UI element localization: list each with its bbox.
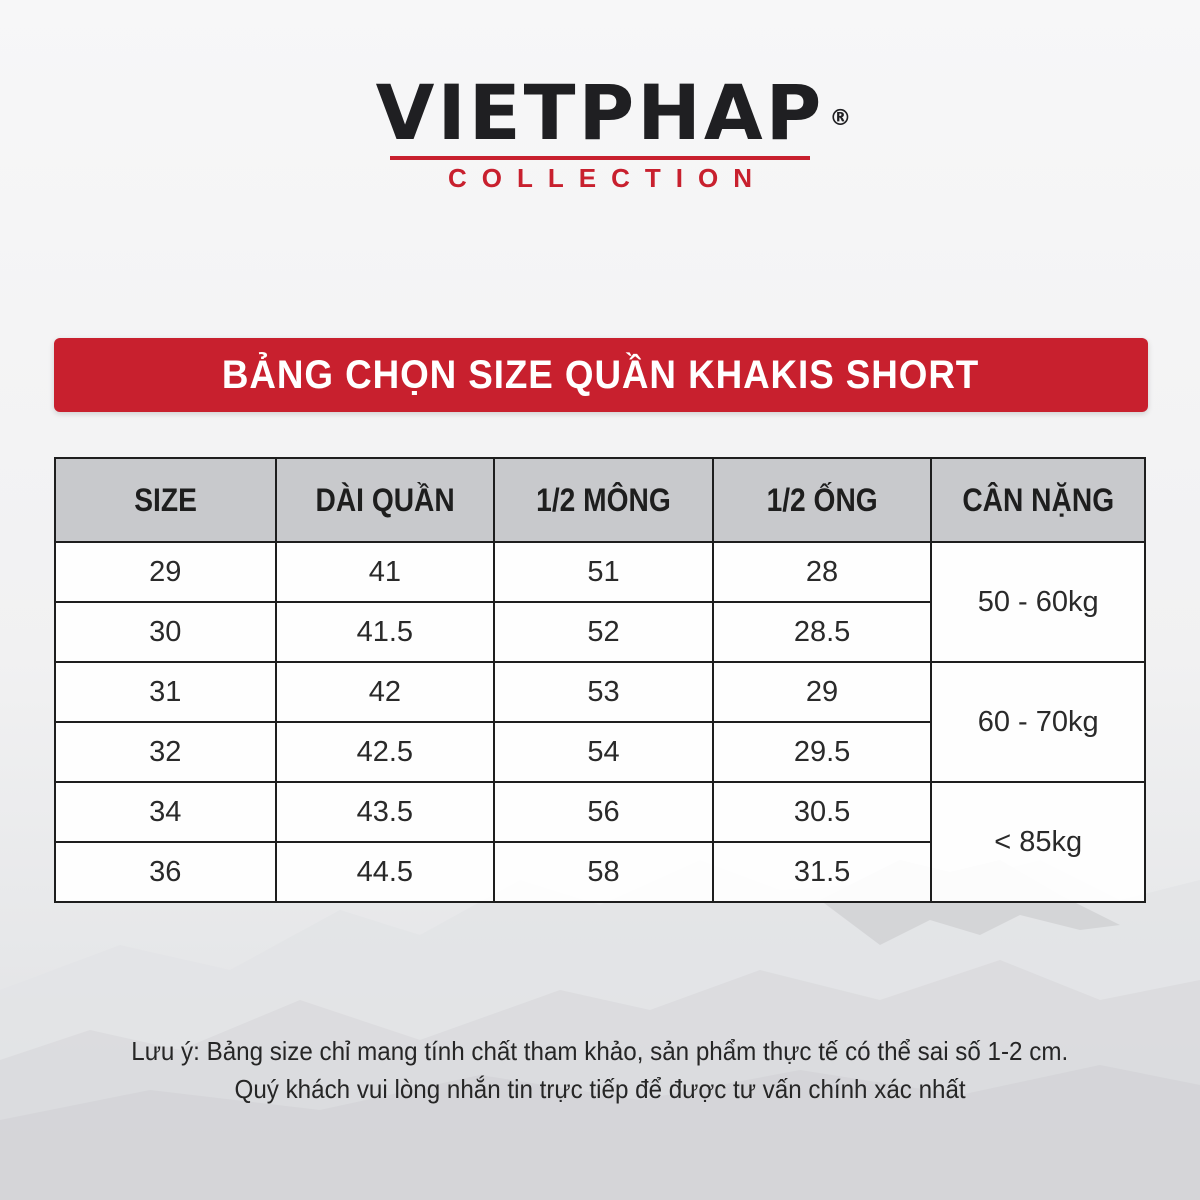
cell-hip: 56 bbox=[494, 782, 713, 842]
cell-leg-opening: 28.5 bbox=[713, 602, 932, 662]
cell-length: 42 bbox=[276, 662, 495, 722]
logo-brand-text: VIETPHAP bbox=[375, 68, 825, 157]
size-table bbox=[54, 457, 1146, 903]
cell-length: 41 bbox=[276, 542, 495, 602]
cell-length: 43.5 bbox=[276, 782, 495, 842]
cell-size: 36 bbox=[55, 842, 276, 902]
note-line-2: Quý khách vui lòng nhắn tin trực tiếp để được tư vấn chính xác nhất bbox=[234, 1074, 966, 1104]
table-row bbox=[55, 662, 1145, 722]
cell-hip: 54 bbox=[494, 722, 713, 782]
cell-size: 32 bbox=[55, 722, 276, 782]
logo-subtitle: COLLECTION bbox=[448, 163, 767, 193]
cell-hip: 53 bbox=[494, 662, 713, 722]
page-title: BẢNG CHỌN SIZE QUẦN KHAKIS SHORT bbox=[222, 352, 980, 397]
cell-hip: 51 bbox=[494, 542, 713, 602]
cell-leg-opening: 28 bbox=[713, 542, 932, 602]
registered-mark: ® bbox=[829, 106, 855, 131]
cell-length: 42.5 bbox=[276, 722, 495, 782]
cell-size: 31 bbox=[55, 662, 276, 722]
cell-hip: 58 bbox=[494, 842, 713, 902]
cell-hip: 52 bbox=[494, 602, 713, 662]
cell-weight: 60 - 70kg bbox=[931, 662, 1145, 782]
cell-size: 29 bbox=[55, 542, 276, 602]
cell-leg-opening: 31.5 bbox=[713, 842, 932, 902]
table-row bbox=[55, 542, 1145, 602]
cell-size: 34 bbox=[55, 782, 276, 842]
header-hip: 1/2 MÔNG bbox=[494, 458, 713, 542]
cell-leg-opening: 29.5 bbox=[713, 722, 932, 782]
title-banner bbox=[54, 338, 1148, 412]
cell-length: 44.5 bbox=[276, 842, 495, 902]
header-leg-opening: 1/2 ỐNG bbox=[713, 458, 932, 542]
cell-leg-opening: 30.5 bbox=[713, 782, 932, 842]
note-line-1: Lưu ý: Bảng size chỉ mang tính chất tham khảo, sản phẩm thực tế có thể sai số 1-2 cm. bbox=[131, 1036, 1069, 1066]
table-row bbox=[55, 782, 1145, 842]
table-header-row bbox=[55, 458, 1145, 542]
cell-size: 30 bbox=[55, 602, 276, 662]
cell-leg-opening: 29 bbox=[713, 662, 932, 722]
cell-length: 41.5 bbox=[276, 602, 495, 662]
cell-weight: 50 - 60kg bbox=[931, 542, 1145, 662]
header-weight: CÂN NẶNG bbox=[931, 458, 1145, 542]
header-size: SIZE bbox=[55, 458, 276, 542]
cell-weight: < 85kg bbox=[931, 782, 1145, 902]
disclaimer-note bbox=[0, 1032, 1200, 1108]
brand-logo bbox=[0, 70, 1200, 194]
header-length: DÀI QUẦN bbox=[276, 458, 495, 542]
